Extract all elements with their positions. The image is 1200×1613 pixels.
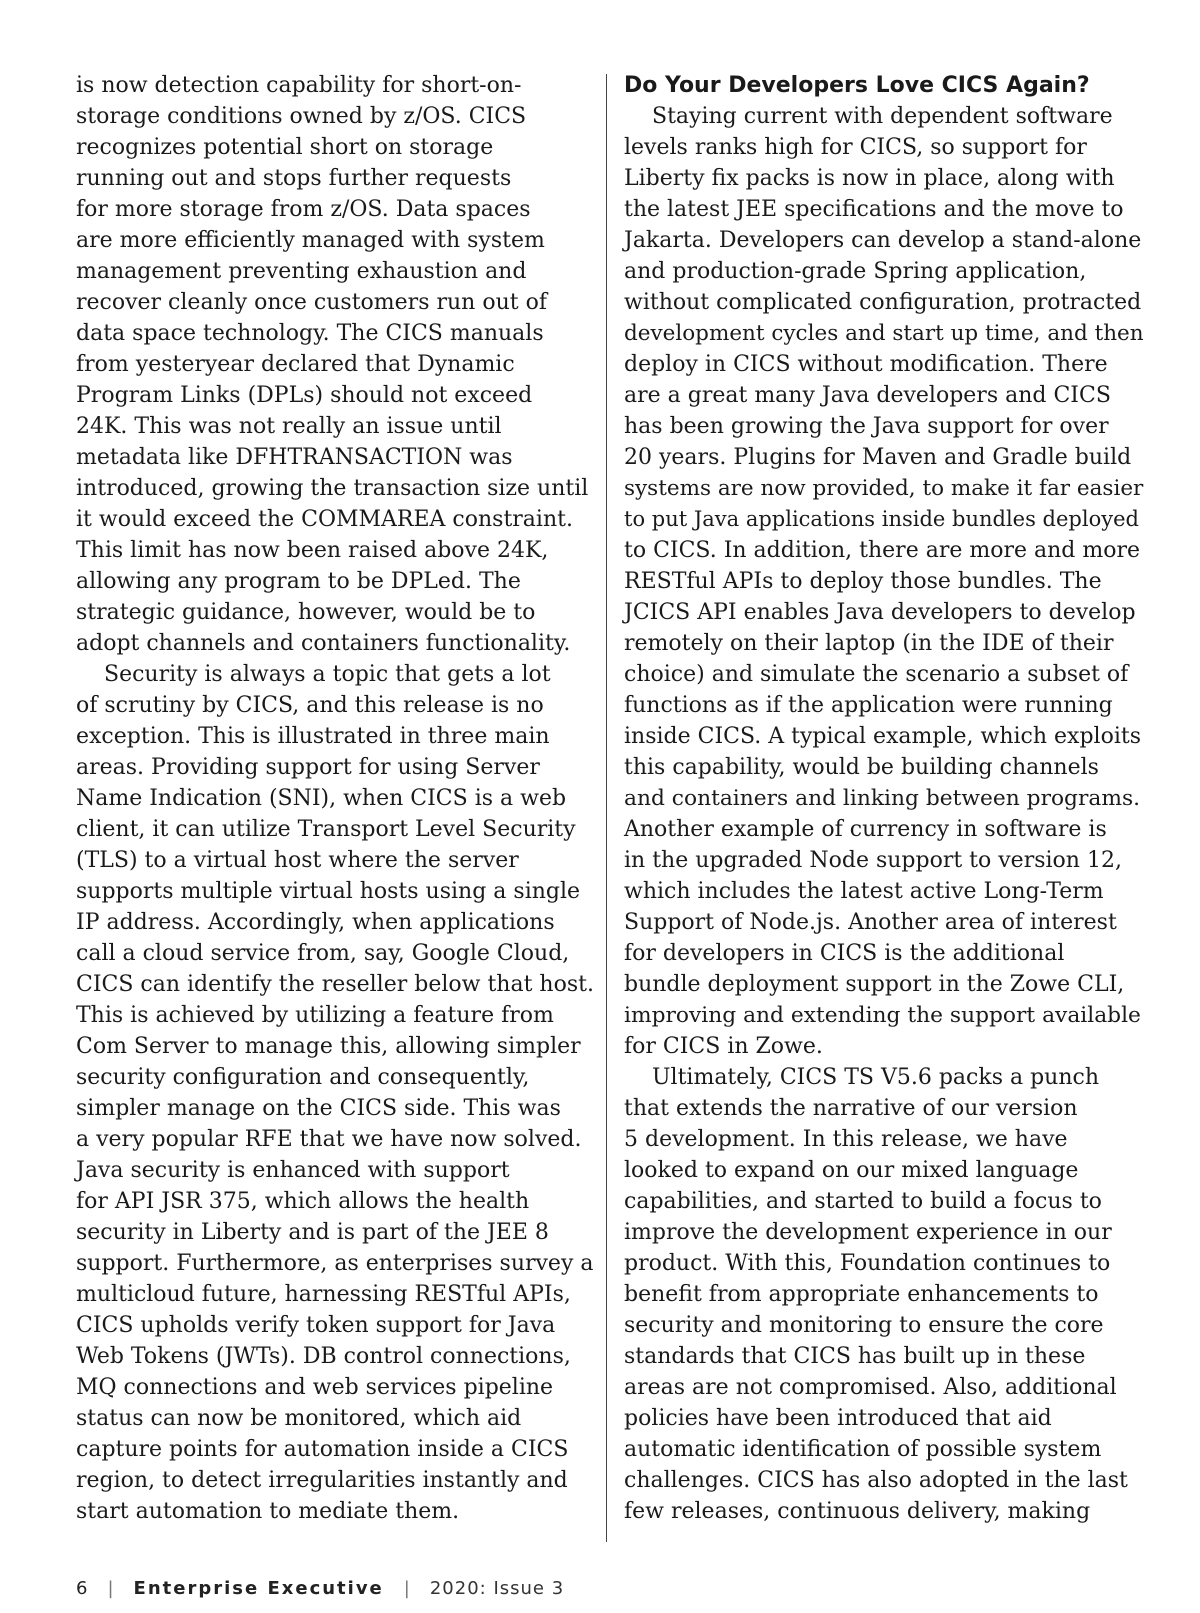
text-line: storage conditions owned by z/OS. CICS [76,104,527,129]
text-line: Security is always a topic that gets a lot [104,662,551,687]
footer-separator: | [107,1578,114,1599]
text-line: of scrutiny by CICS, and this release is no [76,693,544,718]
text-line: Ultimately, CICS TS V5.6 packs a punch [652,1065,1100,1090]
page-footer [76,1578,564,1599]
text-line: Staying current with dependent software [652,104,1113,129]
text-line: exception. This is illustrated in three main [76,724,550,749]
text-line: for more storage from z/OS. Data spaces [76,197,531,222]
text-line: this capability, would be building channels [624,755,1099,780]
text-line: MQ connections and web services pipeline [76,1375,554,1400]
text-line: for CICS in Zowe. [624,1034,823,1059]
text-line: and production-grade Spring application, [624,259,1087,284]
text-line: for API JSR 375, which allows the health [76,1189,530,1214]
issue-label: 2020: Issue 3 [429,1578,565,1599]
text-line: Com Server to manage this, allowing simpler [76,1034,581,1059]
text-line: are a great many Java developers and CICS [624,383,1111,408]
text-line: choice) and simulate the scenario a subset of [624,662,1129,687]
text-line: client, it can utilize Transport Level Security [76,817,576,842]
text-line: which includes the latest active Long-Term [624,879,1104,904]
text-line: This limit has now been raised above 24K, [76,538,549,563]
text-line: CICS upholds verify token support for Java [76,1313,556,1338]
text-line: remotely on their laptop (in the IDE of their [624,631,1114,656]
text-line: adopt channels and containers functionality. [76,631,571,656]
text-line: introduced, growing the transaction size until [76,476,589,501]
text-line: 20 years. Plugins for Maven and Gradle build [624,445,1132,470]
text-line: Web Tokens (JWTs). DB control connections, [76,1344,571,1369]
text-line: it would exceed the COMMAREA constraint. [76,507,573,532]
text-line: without complicated configuration, protracted [624,290,1142,315]
text-line: the latest JEE specifications and the move to [624,197,1124,222]
text-line: IP address. Accordingly, when applications [76,910,555,935]
text-line: in the upgraded Node support to version 12, [624,848,1122,873]
text-line: simpler manage on the CICS side. This was [76,1096,561,1121]
text-line: status can now be monitored, which aid [76,1406,522,1431]
left-column [76,70,596,1527]
text-line: levels ranks high for CICS, so support for [624,135,1087,160]
text-line: policies have been introduced that aid [624,1406,1052,1431]
text-line: Liberty fix packs is now in place, along with [624,166,1115,191]
text-line: functions as if the application were running [624,693,1113,718]
text-line: are more efficiently managed with system [76,228,545,253]
text-line: improve the development experience in our [624,1220,1112,1245]
text-line: that extends the narrative of our version [624,1096,1078,1121]
text-line: security configuration and consequently, [76,1065,530,1090]
text-line: This is achieved by utilizing a feature from [76,1003,554,1028]
text-line: improving and extending the support available [624,1003,1141,1028]
text-line: areas. Providing support for using Server [76,755,540,780]
text-line: recover cleanly once customers run out of [76,290,547,315]
text-line: to put Java applications inside bundles deployed [624,507,1139,531]
text-line: areas are not compromised. Also, additional [624,1375,1117,1400]
text-line: management preventing exhaustion and [76,259,527,284]
text-line: capture points for automation inside a CICS [76,1437,569,1462]
text-line: benefit from appropriate enhancements to [624,1282,1099,1307]
text-line: bundle deployment support in the Zowe CLI, [624,972,1125,997]
column-divider [606,74,607,1542]
text-line: for developers in CICS is the additional [624,941,1065,966]
page-number: 6 [76,1578,88,1599]
text-line: start automation to mediate them. [76,1499,460,1524]
text-line: CICS can identify the reseller below that host. [76,972,594,997]
text-line: a very popular RFE that we have now solved. [76,1127,582,1152]
text-line: Program Links (DPLs) should not exceed [76,383,533,408]
text-line: has been growing the Java support for over [624,414,1109,439]
magazine-name: Enterprise Executive [133,1578,384,1599]
text-line: challenges. CICS has also adopted in the last [624,1468,1128,1493]
text-line: multicloud future, harnessing RESTful APIs, [76,1282,571,1307]
text-line: (TLS) to a virtual host where the server [76,848,519,873]
text-line: product. With this, Foundation continues to [624,1251,1111,1276]
right-column [624,70,1144,1527]
text-line: 5 development. In this release, we have [624,1127,1068,1152]
text-line: deploy in CICS without modification. There [624,352,1108,377]
text-line: recognizes potential short on storage [76,135,494,160]
text-line: 24K. This was not really an issue until [76,414,502,439]
text-line: and containers and linking between programs. [624,786,1141,811]
text-line: inside CICS. A typical example, which exploits [624,724,1141,749]
text-line: allowing any program to be DPLed. The [76,569,521,594]
text-line: automatic identification of possible system [624,1437,1102,1462]
text-line: looked to expand on our mixed language [624,1158,1079,1183]
text-line: data space technology. The CICS manuals [76,321,544,346]
text-line: Java security is enhanced with support [76,1158,510,1183]
text-line: call a cloud service from, say, Google Cloud, [76,941,570,966]
text-line: metadata like DFHTRANSACTION was [76,445,513,470]
text-line: RESTful APIs to deploy those bundles. The [624,569,1102,594]
text-line: security in Liberty and is part of the JEE 8 [76,1220,549,1245]
text-line: is now detection capability for short-on- [76,73,522,98]
text-line: development cycles and start up time, and then [624,321,1144,346]
text-line: standards that CICS has built up in these [624,1344,1086,1369]
text-line: JCICS API enables Java developers to develop [624,600,1136,625]
footer-separator: | [403,1578,410,1599]
text-line: support. Furthermore, as enterprises survey a [76,1251,594,1276]
text-line: few releases, continuous delivery, making [624,1499,1091,1524]
text-line: to CICS. In addition, there are more and more [624,538,1141,563]
text-line: capabilities, and started to build a focus to [624,1189,1102,1214]
text-line: security and monitoring to ensure the core [624,1313,1104,1338]
text-line: strategic guidance, however, would be to [76,600,536,625]
text-line: Name Indication (SNI), when CICS is a web [76,786,567,811]
text-line: Support of Node.js. Another area of interest [624,910,1117,935]
text-line: from yesteryear declared that Dynamic [76,352,515,377]
text-line: Jakarta. Developers can develop a stand-alone [624,228,1142,253]
text-line: systems are now provided, to make it far easier [624,476,1144,501]
text-line: running out and stops further requests [76,166,512,191]
text-line: region, to detect irregularities instantly and [76,1468,568,1493]
section-heading: Do Your Developers Love CICS Again? [624,73,1090,98]
text-line: supports multiple virtual hosts using a single [76,879,581,904]
text-line: Another example of currency in software is [624,817,1107,842]
